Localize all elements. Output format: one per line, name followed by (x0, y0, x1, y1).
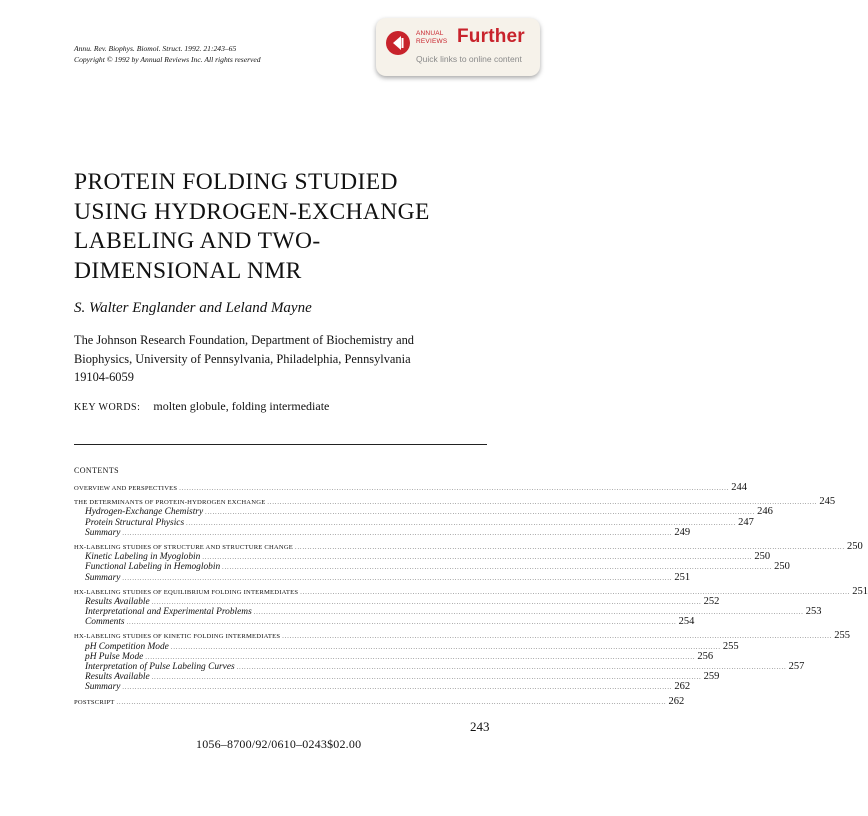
toc-section (74, 482, 748, 493)
toc-leader-dots: ............................................................................................................................................................................................................................ (122, 575, 673, 582)
toc-entry[interactable] (74, 695, 685, 707)
authors: S. Walter Englander and Leland Mayne (74, 300, 312, 316)
toc-entry-label: Results Available (85, 596, 150, 607)
toc-entry-label: HX-LABELING STUDIES OF STRUCTURE AND STRUCTURE CHANGE (74, 543, 294, 551)
toc-entry-label: Protein Structural Physics (85, 517, 185, 528)
toc-entry[interactable] (74, 516, 754, 528)
toc-leader-dots: ............................................................................................................................................................................................................................ (145, 654, 696, 661)
toc-entry-page: 255 (722, 640, 739, 652)
keywords (74, 399, 329, 414)
toc-entry[interactable] (74, 526, 691, 538)
badge-further-label: Further (457, 26, 525, 47)
toc-entry-page: 252 (703, 595, 720, 607)
toc-entry[interactable] (74, 681, 691, 693)
toc-leader-dots: ............................................................................................................................................................................................................................ (122, 530, 673, 537)
toc-entry-page: 256 (697, 650, 714, 662)
toc-entry-page: 247 (738, 516, 754, 528)
toc-entry[interactable] (74, 496, 836, 508)
toc-entry-page: 251 (674, 571, 691, 583)
toc-leader-dots: ............................................................................................................................................................................................................................ (205, 510, 756, 517)
toc-entry-page: 262 (668, 695, 685, 707)
toc-entry-label: POSTSCRIPT (74, 698, 115, 706)
toc-leader-dots: ............................................................................................................................................................................................................................ (116, 699, 667, 706)
toc-entry[interactable] (74, 650, 714, 662)
toc-entry-label: Comments (85, 617, 125, 628)
toc-entry-page: 259 (703, 671, 720, 683)
toc-entry[interactable] (74, 630, 850, 642)
toc-section (74, 630, 850, 693)
toc-entry-page: 253 (805, 606, 822, 618)
toc-entry-page: 255 (834, 630, 850, 642)
toc-leader-dots: ............................................................................................................................................................................................................................ (295, 544, 846, 551)
toc-leader-dots: ............................................................................................................................................................................................................................ (253, 610, 804, 617)
toc-entry-page: 245 (819, 496, 836, 508)
toc-leader-dots: ............................................................................................................................................................................................................................ (186, 520, 737, 527)
article-title (74, 168, 494, 286)
toc-entry-page: 254 (678, 616, 695, 628)
toc-leader-dots: ............................................................................................................................................................................................................................ (170, 644, 721, 651)
title-line: USING HYDROGEN-EXCHANGE (74, 198, 430, 225)
keywords-label: KEY WORDS: (74, 402, 141, 413)
toc-entry-page: 249 (674, 526, 691, 538)
journal-copyright: Copyright © 1992 by Annual Reviews Inc. All rights reserved (74, 55, 261, 64)
toc-entry-label: Summary (85, 527, 121, 538)
title-line: DIMENSIONAL NMR (74, 257, 302, 284)
badge-subtitle: Quick links to online content (416, 54, 522, 64)
toc-entry-page: 244 (731, 482, 748, 493)
toc-entry-label: Interpretational and Experimental Problems (85, 607, 252, 618)
title-line: LABELING AND TWO- (74, 228, 321, 254)
journal-citation: Annu. Rev. Biophys. Biomol. Struct. 1992. 21:243–65 (74, 44, 237, 53)
toc-entry-page: 262 (674, 681, 691, 693)
contents-heading: CONTENTS (74, 466, 119, 475)
toc-entry-label: OVERVIEW AND PERSPECTIVES (74, 485, 178, 492)
toc-leader-dots: ............................................................................................................................................................................................................................ (267, 500, 818, 507)
toc-entry[interactable] (74, 561, 790, 573)
toc-leader-dots: ............................................................................................................................................................................................................................ (179, 486, 730, 492)
toc-entry[interactable] (74, 671, 720, 683)
toc-section (74, 585, 868, 628)
toc-entry-label: THE DETERMINANTS OF PROTEIN-HYDROGEN EXCHANGE (74, 499, 266, 507)
toc-entry[interactable] (74, 606, 822, 618)
toc-leader-dots: ............................................................................................................................................................................................................................ (151, 599, 702, 606)
badge-brand-text: ANNUAL REVIEWS (416, 30, 448, 45)
toc-entry-label: HX-LABELING STUDIES OF KINETIC FOLDING INTERMEDIATES (74, 633, 281, 641)
table-of-contents (74, 482, 868, 711)
toc-leader-dots: ............................................................................................................................................................................................................................ (202, 555, 753, 562)
page-number: 243 (470, 719, 490, 734)
journal-header (74, 43, 261, 65)
affiliation-line: Biophysics, University of Pennsylvania, Philadelphia, Pennsylvania (74, 351, 411, 366)
annual-reviews-logo-icon (386, 31, 410, 55)
toc-entry-page: 250 (754, 551, 771, 563)
divider (74, 444, 487, 445)
toc-section (74, 496, 836, 538)
toc-entry[interactable] (74, 640, 739, 652)
toc-leader-dots: ............................................................................................................................................................................................................................ (282, 634, 833, 641)
keywords-value: molten globule, folding intermediate (153, 399, 330, 413)
toc-leader-dots: ............................................................................................................................................................................................................................ (222, 565, 773, 572)
toc-entry-label: Summary (85, 572, 121, 583)
toc-entry[interactable] (74, 595, 720, 607)
toc-section (74, 695, 685, 707)
toc-entry[interactable] (74, 661, 805, 672)
toc-entry[interactable] (74, 585, 868, 597)
toc-entry[interactable] (74, 506, 773, 518)
toc-leader-dots: ............................................................................................................................................................................................................................ (300, 589, 851, 596)
toc-leader-dots: ............................................................................................................................................................................................................................ (151, 675, 702, 682)
toc-leader-dots: ............................................................................................................................................................................................................................ (236, 665, 787, 671)
toc-entry-label: HX-LABELING STUDIES OF EQUILIBRIUM FOLDING INTERMEDIATES (74, 588, 299, 596)
toc-section (74, 540, 863, 583)
toc-entry-page: 250 (847, 540, 863, 552)
toc-entry-label: Interpretation of Pulse Labeling Curves (85, 662, 235, 672)
toc-entry[interactable] (74, 571, 691, 583)
further-badge[interactable] (376, 18, 540, 76)
toc-entry[interactable] (74, 540, 863, 552)
affiliation (74, 331, 494, 387)
affiliation-line: The Johnson Research Foundation, Department of Biochemistry and (74, 333, 414, 347)
affiliation-line: 19104-6059 (74, 370, 134, 384)
toc-entry-label: Summary (85, 682, 121, 693)
toc-entry-label: pH Pulse Mode (85, 651, 144, 662)
toc-entry-page: 246 (757, 506, 773, 518)
title-line: PROTEIN FOLDING STUDIED (74, 169, 398, 195)
toc-entry-page: 251 (852, 585, 868, 597)
price-code: 1056–8700/92/0610–0243$02.00 (196, 737, 362, 751)
toc-entry-label: Hydrogen-Exchange Chemistry (85, 507, 204, 518)
toc-entry[interactable] (74, 551, 771, 563)
toc-entry-label: Kinetic Labeling in Myoglobin (85, 552, 201, 563)
toc-entry-page: 257 (788, 661, 805, 672)
toc-entry[interactable] (74, 482, 748, 493)
toc-leader-dots: ............................................................................................................................................................................................................................ (122, 685, 673, 692)
toc-entry[interactable] (74, 616, 695, 628)
toc-entry-label: Results Available (85, 672, 150, 683)
toc-entry-label: pH Competition Mode (85, 641, 169, 652)
toc-leader-dots: ............................................................................................................................................................................................................................ (126, 620, 677, 627)
toc-entry-label: Functional Labeling in Hemoglobin (85, 562, 221, 573)
toc-entry-page: 250 (774, 561, 790, 573)
